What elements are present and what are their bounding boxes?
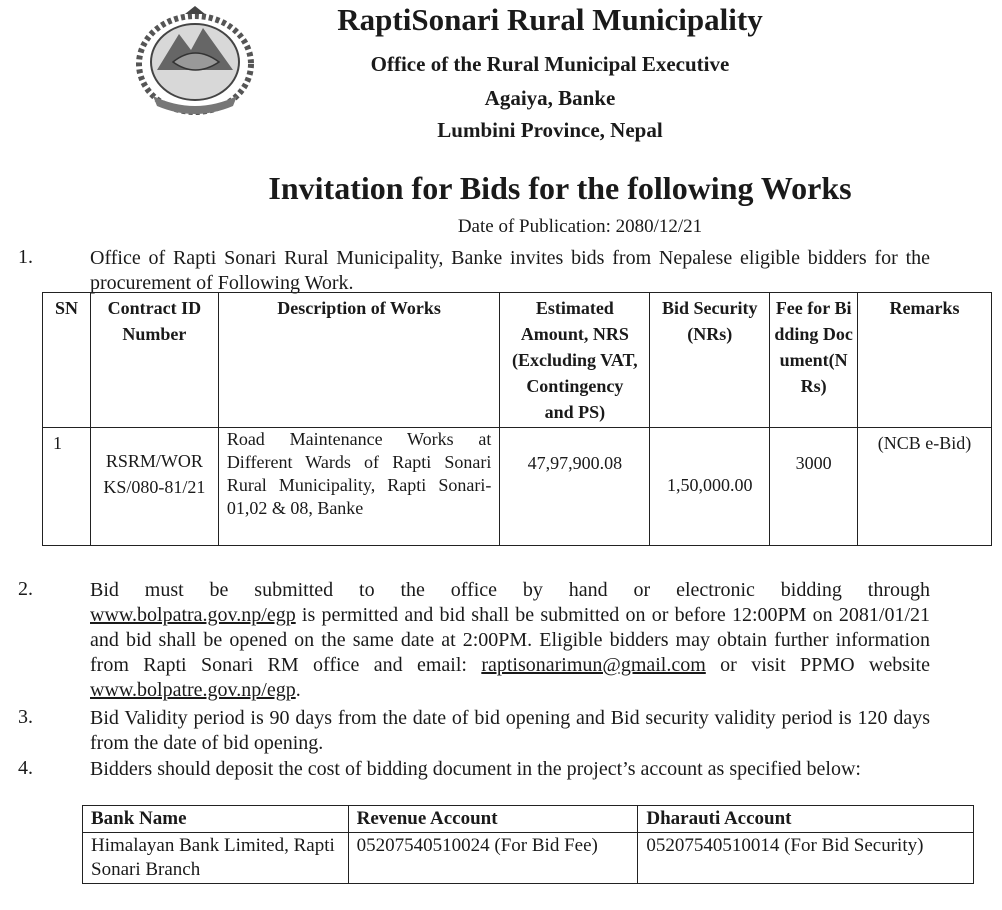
item-4-text: Bidders should deposit the cost of bidding document in the project’s account as specified below: [90, 758, 861, 780]
item-number: 1. [18, 246, 33, 268]
col-description: Description of Works [218, 293, 500, 428]
cell-description: Road Maintenance Works at Different Wards of Rapti Sonari Rural Municipality, Rapti Sonari-01,02 & 08, Banke [218, 428, 500, 546]
bid-table [42, 292, 992, 546]
item-2-ppmo: or visit PPMO website [705, 654, 930, 676]
item-3-text: Bid Validity period is 90 days from the date of bid opening and Bid security validity period is 120 days from the date of bid opening. [90, 707, 930, 754]
cell-contract-id: RSRM/WORKS/080-81/21 [90, 428, 218, 546]
table-row [43, 428, 992, 546]
cell-remarks: (NCB e-Bid) [858, 428, 992, 546]
col-dharauti-account: Dharauti Account [638, 806, 974, 833]
cell-bank-name: Himalayan Bank Limited, Rapti Sonari Branch [83, 833, 349, 884]
col-revenue-account: Revenue Account [348, 806, 638, 833]
notice-title: Invitation for Bids for the following Works [268, 170, 852, 206]
item-2-line-1: Bid must be submitted to the office by hand or electronic bidding through [90, 579, 930, 601]
cell-revenue-account: 05207540510024 (For Bid Fee) [348, 833, 638, 884]
col-fee: Fee for Bidding Document(NRs) [770, 293, 858, 428]
item-2-body: is permitted and bid shall be submitted on or before 12:00PM on 2081/01/21 and bid shall be opened on the same date at 2:00PM. Eligible bidders may obtain further information from Rapti Sonari RM office and email: [90, 604, 930, 676]
table-row [83, 833, 974, 884]
bolpatra-link[interactable]: www.bolpatra.gov.np/egp [90, 604, 296, 626]
item-number: 2. [18, 578, 33, 600]
col-remarks: Remarks [858, 293, 992, 428]
publication-date: Date of Publication: 2080/12/21 [457, 216, 703, 237]
col-sn: SN [43, 293, 91, 428]
office-name: Office of the Rural Municipal Executive [370, 52, 730, 76]
cell-bid-security: 1,50,000.00 [650, 428, 770, 546]
municipality-name: RaptiSonari Rural Municipality [337, 2, 763, 37]
email-link[interactable]: raptisonarimun@gmail.com [481, 654, 706, 676]
office-location: Agaiya, Banke [484, 86, 616, 110]
table-header-row [43, 293, 992, 428]
col-bank-name: Bank Name [83, 806, 349, 833]
item-1-text: Office of Rapti Sonari Rural Municipality, Banke invites bids from Nepalese eligible bidders for the procurement of Following Work. [90, 247, 930, 294]
item-2-text [90, 578, 930, 703]
item-number: 3. [18, 706, 33, 728]
item-number: 4. [18, 757, 33, 779]
cell-fee: 3000 [770, 428, 858, 546]
ppmo-link[interactable]: www.bolpatre.gov.np/egp [90, 679, 296, 701]
bank-table [82, 805, 974, 884]
cell-estimated-amount: 47,97,900.08 [500, 428, 650, 546]
item-2-end: . [295, 679, 301, 701]
col-bid-security: Bid Security (NRs) [650, 293, 770, 428]
col-estimated-amount: Estimated Amount, NRS (Excluding VAT, Contingency and PS) [500, 293, 650, 428]
office-province: Lumbini Province, Nepal [437, 118, 663, 142]
cell-dharauti-account: 05207540510014 (For Bid Security) [638, 833, 974, 884]
table-header-row [83, 806, 974, 833]
cell-sn: 1 [43, 428, 91, 546]
col-contract-id: Contract ID Number [90, 293, 218, 428]
government-emblem-icon [133, 4, 257, 116]
